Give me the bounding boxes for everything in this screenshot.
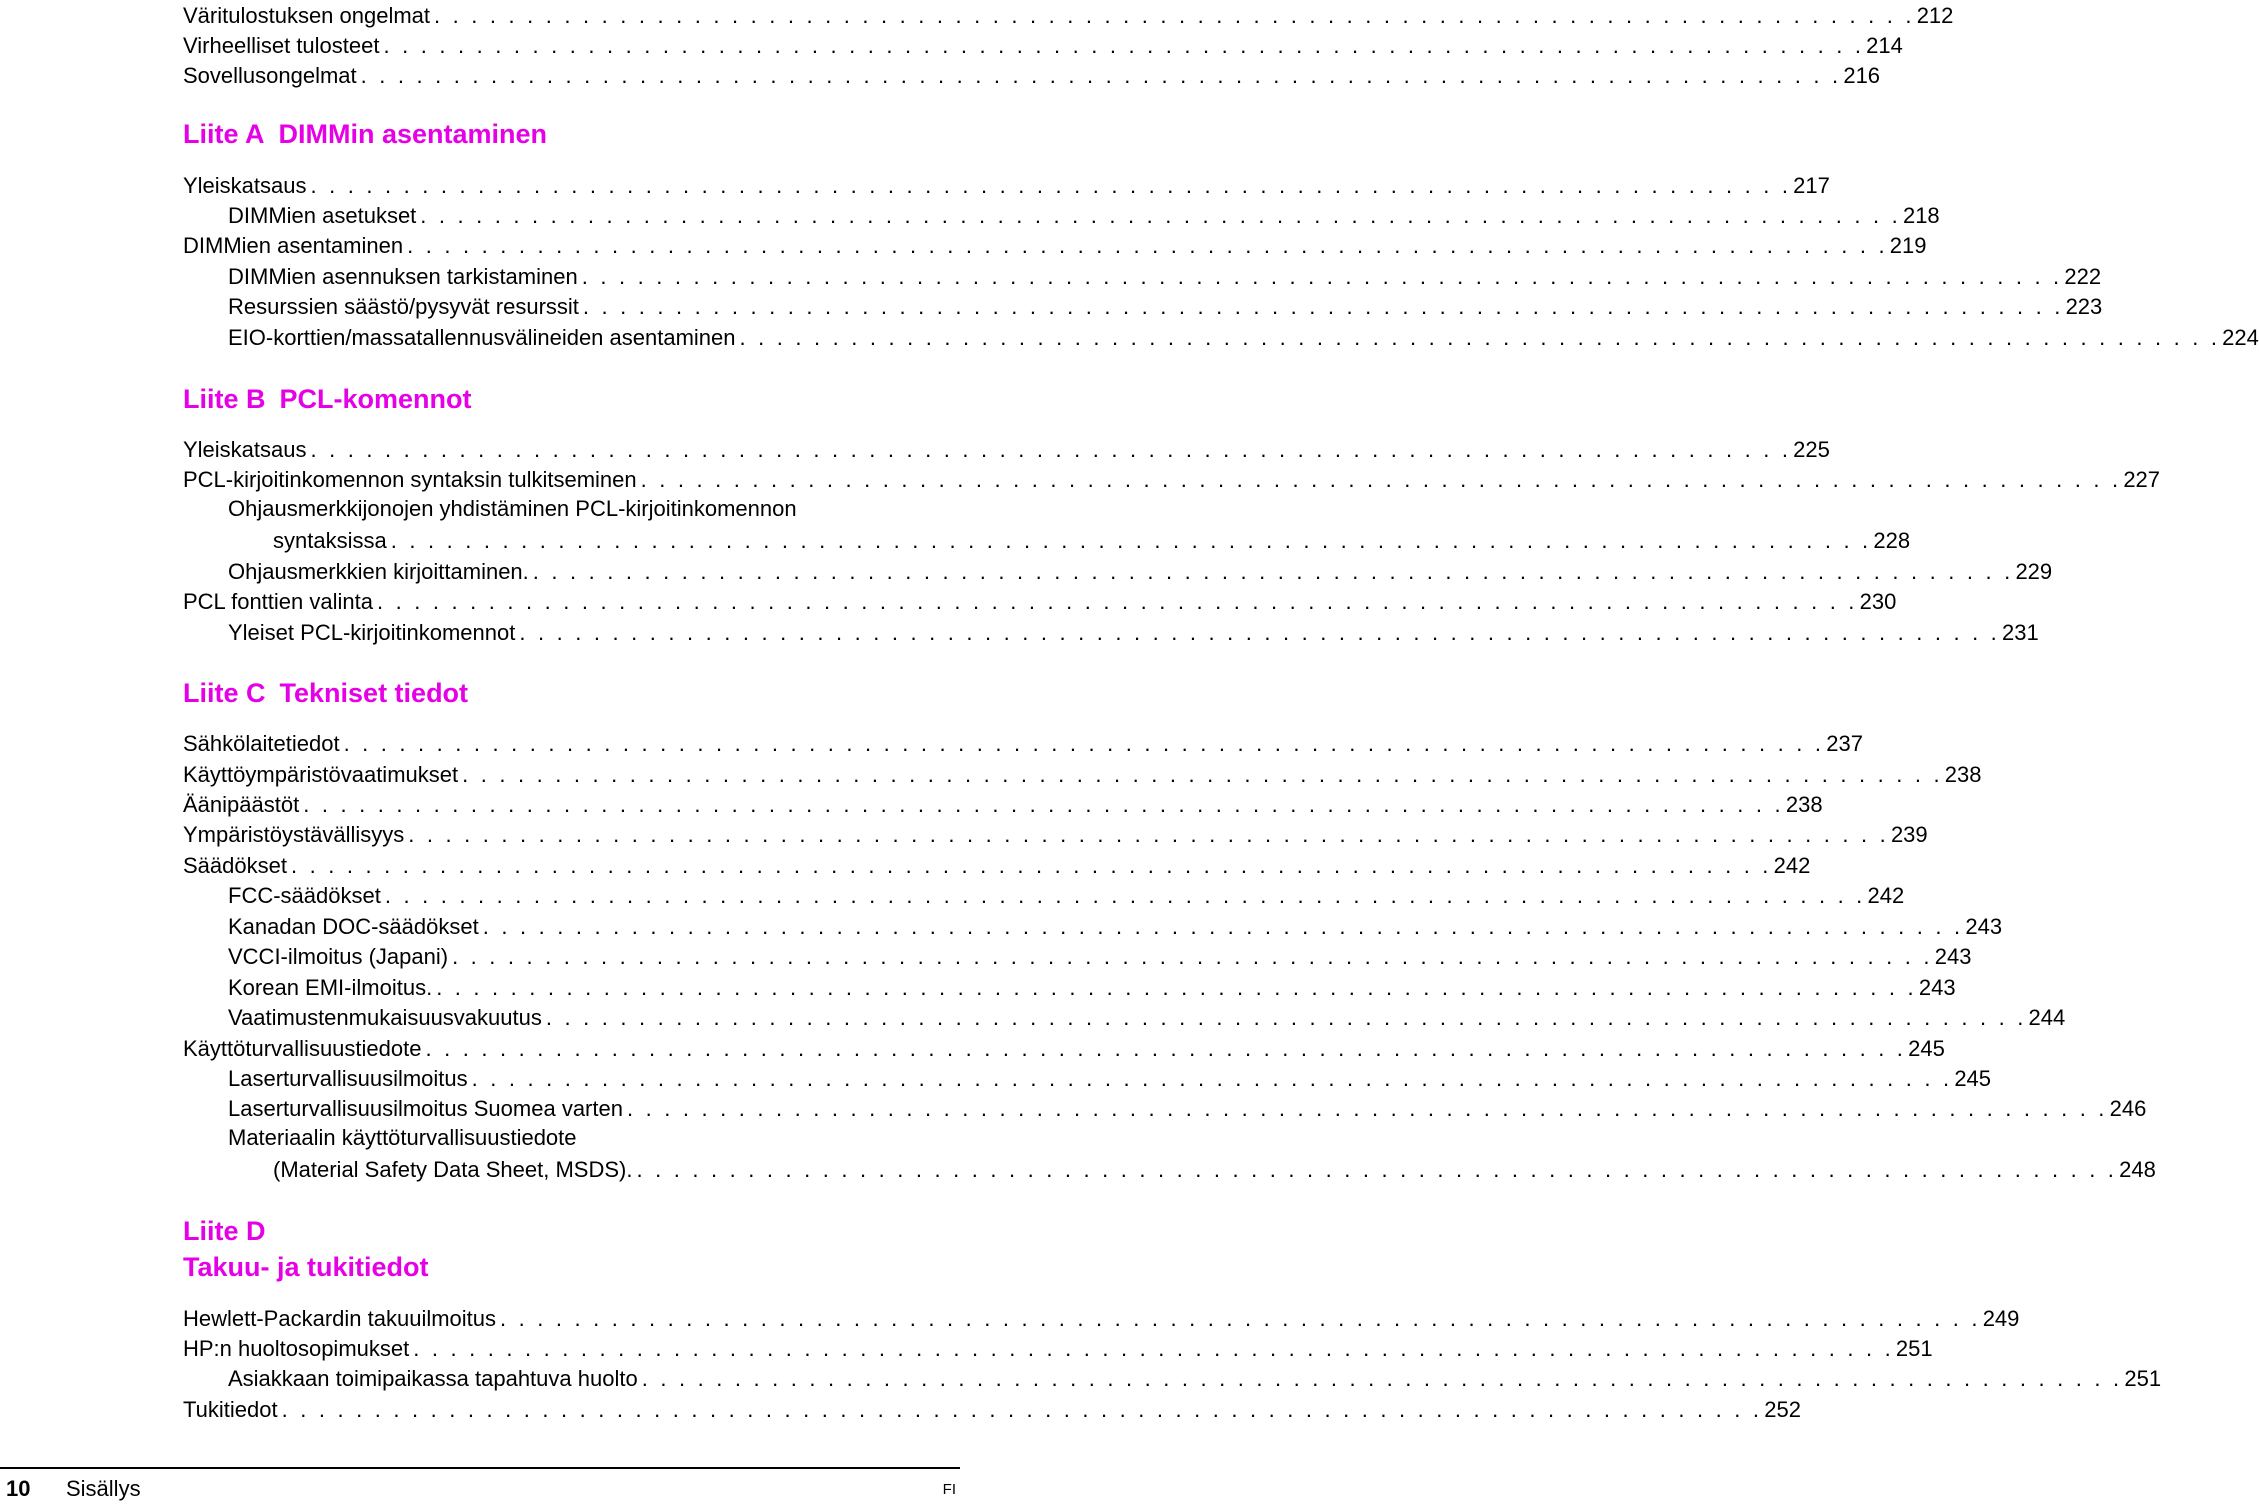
- toc-entry-title: Kanadan DOC-säädökset: [228, 914, 479, 939]
- toc-entry-title: Korean EMI-ilmoitus.: [228, 975, 433, 1000]
- toc-entry[interactable]: [183, 728, 1863, 758]
- toc-entry-page: 238: [1944, 762, 1982, 787]
- toc-entry-page: 217: [1793, 173, 1830, 198]
- leader-dots: . . . . . . . . . . . . . . . . . . . . . . . . . . . . . . . . . . . . . . . . . . . . . . . . . . . . . . . . . . . . . . . . . . . . . . . . . . . . . . . .: [425, 1036, 1907, 1061]
- toc-entry-title: Väritulostuksen ongelmat: [183, 3, 431, 28]
- toc-entry[interactable]: [183, 60, 1881, 90]
- leader-dots: . . . . . . . . . . . . . . . . . . . . . . . . . . . . . . . . . . . . . . . . . . . . . . . . . . . . . . . . . . . . . . . . . . . . . . . . . . . . . . . .: [471, 1066, 1953, 1091]
- appendix-label: Liite A: [183, 119, 265, 149]
- appendix-d-label[interactable]: Liite D: [183, 1216, 266, 1246]
- toc-entry-page: 230: [1859, 589, 1897, 614]
- leader-dots: . . . . . . . . . . . . . . . . . . . . . . . . . . . . . . . . . . . . . . . . . . . . . . . . . . . . . . . . . . . . . . . . . . . . . . . . . . . . . . . .: [376, 589, 1858, 614]
- toc-entry-title: Yleiset PCL-kirjoitinkomennot: [228, 620, 516, 645]
- toc-entry-title: PCL-kirjoitinkomennon syntaksin tulkitseminen: [183, 467, 637, 492]
- leader-dots: . . . . . . . . . . . . . . . . . . . . . . . . . . . . . . . . . . . . . . . . . . . . . . . . . . . . . . . . . . . . . . . . . . . . . . . . . . . . . . . .: [384, 883, 1866, 908]
- toc-entry[interactable]: [228, 880, 1905, 910]
- toc-entry-title: Virheelliset tulosteet: [183, 33, 380, 58]
- leader-dots: . . . . . . . . . . . . . . . . . . . . . . . . . . . . . . . . . . . . . . . . . . . . . . . . . . . . . . . . . . . . . . . . . . . . . . . . . . . . . . . .: [462, 762, 1943, 787]
- leader-dots: . . . . . . . . . . . . . . . . . . . . . . . . . . . . . . . . . . . . . . . . . . . . . . . . . . . . . . . . . . . . . . . . . . . . . . . . . . . . . . . .: [360, 63, 1842, 88]
- toc-entry-page: 227: [2123, 467, 2161, 492]
- toc-entry[interactable]: [183, 1394, 1801, 1424]
- toc-entry[interactable]: [183, 759, 1982, 789]
- toc-entry-page: 248: [2119, 1157, 2156, 1182]
- toc-entry-page: 231: [2002, 620, 2039, 645]
- toc-entry-title: Säädökset: [183, 853, 287, 878]
- toc-entry[interactable]: [183, 170, 1830, 200]
- toc-entry-title-line1[interactable]: Materiaalin käyttöturvallisuustiedote: [228, 1125, 577, 1150]
- toc-entry[interactable]: [273, 525, 1911, 555]
- leader-dots: . . . . . . . . . . . . . . . . . . . . . . . . . . . . . . . . . . . . . . . . . . . . . . . . . . . . . . . . . . . . . . . . . . . . . . . . . . . . . . . .: [420, 203, 1901, 228]
- toc-entry-title: Sähkölaitetiedot: [183, 731, 340, 756]
- leader-dots: . . . . . . . . . . . . . . . . . . . . . . . . . . . . . . . . . . . . . . . . . . . . . . . . . . . . . . . . . . . . . . . . . . . . . . . . . . . . . . . .: [452, 944, 1933, 969]
- toc-entry-page: 243: [1918, 975, 1956, 1000]
- toc-entry-page: 242: [1773, 853, 1811, 878]
- leader-dots: . . . . . . . . . . . . . . . . . . . . . . . . . . . . . . . . . . . . . . . . . . . . . . . . . . . . . . . . . . . . . . . . . . . . . . . . . . . . . . . .: [290, 853, 1772, 878]
- toc-entry-page: 244: [2028, 1005, 2066, 1030]
- appendix-label: Liite B: [183, 384, 266, 414]
- toc-entry-title: DIMMien asetukset: [228, 203, 417, 228]
- leader-dots: . . . . . . . . . . . . . . . . . . . . . . . . . . . . . . . . . . . . . . . . . . . . . . . . . . . . . . . . . . . . . . . . . . . . . . . . . . . . . . . .: [281, 1397, 1763, 1422]
- toc-entry[interactable]: [183, 30, 1903, 60]
- toc-entry[interactable]: [228, 972, 1956, 1002]
- leader-dots: . . . . . . . . . . . . . . . . . . . . . . . . . . . . . . . . . . . . . . . . . . . . . . . . . . . . . . . . . . . . . . . . . . . . . . . . . . . . . . . .: [310, 437, 1792, 462]
- toc-entry[interactable]: [183, 230, 1927, 260]
- leader-dots: . . . . . . . . . . . . . . . . . . . . . . . . . . . . . . . . . . . . . . . . . . . . . . . . . . . . . . . . . . . . . . . . . . . . . . . . . . . . . . . .: [519, 620, 2000, 645]
- toc-entry[interactable]: [183, 464, 2161, 494]
- leader-dots: . . . . . . . . . . . . . . . . . . . . . . . . . . . . . . . . . . . . . . . . . . . . . . . . . . . . . . . . . . . . . . . . . . . . . . . . . . . . . . . .: [482, 914, 1964, 939]
- toc-entry-title: Laserturvallisuusilmoitus: [228, 1066, 468, 1091]
- toc-entry[interactable]: [183, 0, 1954, 30]
- leader-dots: . . . . . . . . . . . . . . . . . . . . . . . . . . . . . . . . . . . . . . . . . . . . . . . . . . . . . . . . . . . . . . . . . . . . . . . . . . . . . . . .: [626, 1096, 2108, 1121]
- toc-entry-page: 252: [1764, 1397, 1801, 1422]
- toc-entry-title: Käyttöympäristövaatimukset: [183, 762, 459, 787]
- toc-entry[interactable]: [228, 556, 2053, 586]
- leader-dots: . . . . . . . . . . . . . . . . . . . . . . . . . . . . . . . . . . . . . . . . . . . . . . . . . . . . . . . . . . . . . . . . . . . . . . . . . . . . . . . .: [532, 559, 2014, 584]
- appendix-a-heading[interactable]: [183, 118, 547, 150]
- toc-entry-page: 228: [1873, 528, 1911, 553]
- toc-entry[interactable]: [183, 434, 1830, 464]
- toc-entry-title: EIO-korttien/massatallennusvälineiden asentaminen: [228, 325, 736, 350]
- toc-entry-title: DIMMien asentaminen: [183, 233, 404, 258]
- leader-dots: . . . . . . . . . . . . . . . . . . . . . . . . . . . . . . . . . . . . . . . . . . . . . . . . . . . . . . . . . . . . . . . . . . . . . . . . . . . . . . . .: [407, 233, 1888, 258]
- toc-entry-title: Laserturvallisuusilmoitus Suomea varten: [228, 1096, 623, 1121]
- toc-entry-page: 246: [2109, 1096, 2147, 1121]
- leader-dots: . . . . . . . . . . . . . . . . . . . . . . . . . . . . . . . . . . . . . . . . . . . . . . . . . . . . . . . . . . . . . . . . . . . . . . . . . . . . . . . .: [641, 1366, 2123, 1391]
- toc-entry-page: 238: [1785, 792, 1823, 817]
- toc-entry[interactable]: [183, 1333, 1933, 1363]
- toc-entry-page: 214: [1866, 33, 1903, 58]
- toc-entry-page: 245: [1908, 1036, 1945, 1061]
- leader-dots: . . . . . . . . . . . . . . . . . . . . . . . . . . . . . . . . . . . . . . . . . . . . . . . . . . . . . . . . . . . . . . . . . . . . . . . . . . . . . . . .: [500, 1306, 1981, 1331]
- leader-dots: . . . . . . . . . . . . . . . . . . . . . . . . . . . . . . . . . . . . . . . . . . . . . . . . . . . . . . . . . . . . . . . . . . . . . . . . . . . . . . . .: [303, 792, 1784, 817]
- appendix-d-title[interactable]: Takuu- ja tukitiedot: [183, 1252, 429, 1282]
- appendix-title: DIMMin asentaminen: [278, 119, 548, 149]
- toc-entry-page: 237: [1826, 731, 1863, 756]
- toc-entry-title: FCC-säädökset: [228, 883, 381, 908]
- toc-entry-title: Äänipäästöt: [183, 792, 300, 817]
- toc-entry-title: Vaatimustenmukaisuusvakuutus: [228, 1005, 542, 1030]
- footer-page-number: 10: [6, 1476, 31, 1501]
- toc-entry-page: 229: [2015, 559, 2053, 584]
- toc-entry-page: 224: [2222, 325, 2259, 350]
- toc-entry-title: PCL fonttien valinta: [183, 589, 373, 614]
- toc-entry-page: 212: [1916, 3, 1954, 28]
- toc-entry-title: Tukitiedot: [183, 1397, 278, 1422]
- leader-dots: . . . . . . . . . . . . . . . . . . . . . . . . . . . . . . . . . . . . . . . . . . . . . . . . . . . . . . . . . . . . . . . . . . . . . . . . . . . . . . . .: [640, 467, 2122, 492]
- footer-rule: [0, 1467, 960, 1469]
- toc-entry[interactable]: [228, 941, 1972, 971]
- toc-entry-page: 225: [1793, 437, 1830, 462]
- toc-entry-page: 239: [1890, 822, 1928, 847]
- toc-entry-page: 222: [2064, 264, 2102, 289]
- toc-entry[interactable]: [183, 789, 1823, 819]
- toc-entry-title: Ohjausmerkkien kirjoittaminen.: [228, 559, 529, 584]
- toc-entry-title: Yleiskatsaus: [183, 173, 307, 198]
- appendix-title: Tekniset tiedot: [279, 678, 469, 708]
- toc-entry[interactable]: [183, 850, 1811, 880]
- leader-dots: . . . . . . . . . . . . . . . . . . . . . . . . . . . . . . . . . . . . . . . . . . . . . . . . . . . . . . . . . . . . . . . . . . . . . . . . . . . . . . . .: [434, 3, 1915, 28]
- toc-entry[interactable]: [228, 1093, 2147, 1123]
- leader-dots: . . . . . . . . . . . . . . . . . . . . . . . . . . . . . . . . . . . . . . . . . . . . . . . . . . . . . . . . . . . . . . . . . . . . . . . . . . . . . . . .: [636, 1157, 2118, 1182]
- footer-language: FI: [942, 1481, 956, 1498]
- toc-entry[interactable]: [183, 819, 1928, 849]
- toc-entry-page: 242: [1867, 883, 1905, 908]
- leader-dots: . . . . . . . . . . . . . . . . . . . . . . . . . . . . . . . . . . . . . . . . . . . . . . . . . . . . . . . . . . . . . . . . . . . . . . . . . . . . . . . .: [413, 1336, 1894, 1361]
- appendix-b-heading[interactable]: [183, 383, 472, 415]
- leader-dots: . . . . . . . . . . . . . . . . . . . . . . . . . . . . . . . . . . . . . . . . . . . . . . . . . . . . . . . . . . . . . . . . . . . . . . . . . . . . . . . .: [343, 731, 1825, 756]
- toc-entry-title: VCCI-ilmoitus (Japani): [228, 944, 449, 969]
- toc-entry[interactable]: [228, 617, 2039, 647]
- toc-entry-title-line1[interactable]: Ohjausmerkkijonojen yhdistäminen PCL-kirjoitinkomennon: [228, 496, 797, 521]
- leader-dots: . . . . . . . . . . . . . . . . . . . . . . . . . . . . . . . . . . . . . . . . . . . . . . . . . . . . . . . . . . . . . . . . . . . . . . . . . . . . . . . .: [408, 822, 1889, 847]
- toc-entry-title: Asiakkaan toimipaikassa tapahtuva huolto: [228, 1366, 638, 1391]
- toc-entry[interactable]: [228, 322, 2259, 352]
- leader-dots: . . . . . . . . . . . . . . . . . . . . . . . . . . . . . . . . . . . . . . . . . . . . . . . . . . . . . . . . . . . . . . . . . . . . . . . . . . . . . . . .: [545, 1005, 2027, 1030]
- toc-entry-page: 249: [1982, 1306, 2020, 1331]
- toc-entry-page: 243: [1965, 914, 2003, 939]
- toc-entry-page: 243: [1934, 944, 1972, 969]
- toc-entry-title-line2: syntaksissa: [273, 528, 387, 553]
- leader-dots: . . . . . . . . . . . . . . . . . . . . . . . . . . . . . . . . . . . . . . . . . . . . . . . . . . . . . . . . . . . . . . . . . . . . . . . . . . . . . . . .: [383, 33, 1865, 58]
- toc-entry-page: 219: [1889, 233, 1927, 258]
- toc-entry[interactable]: [183, 586, 1897, 616]
- toc-entry[interactable]: [228, 1063, 1992, 1093]
- toc-entry-page: 216: [1843, 63, 1881, 88]
- toc-entry[interactable]: [228, 291, 2103, 321]
- toc-entry[interactable]: [228, 1002, 2066, 1032]
- toc-entry-title: Ympäristöystävällisyys: [183, 822, 405, 847]
- leader-dots: . . . . . . . . . . . . . . . . . . . . . . . . . . . . . . . . . . . . . . . . . . . . . . . . . . . . . . . . . . . . . . . . . . . . . . . . . . . . . . . .: [436, 975, 1917, 1000]
- toc-entry[interactable]: [228, 261, 2102, 291]
- toc-entry-title: DIMMien asennuksen tarkistaminen: [228, 264, 578, 289]
- toc-entry[interactable]: [183, 1033, 1945, 1063]
- toc-entry-title-line2: (Material Safety Data Sheet, MSDS).: [273, 1157, 633, 1182]
- leader-dots: . . . . . . . . . . . . . . . . . . . . . . . . . . . . . . . . . . . . . . . . . . . . . . . . . . . . . . . . . . . . . . . . . . . . . . . . . . . . . . . .: [582, 294, 2064, 319]
- toc-entry-page: 223: [2065, 294, 2103, 319]
- toc-entry-title: Resurssien säästö/pysyvät resurssit: [228, 294, 579, 319]
- leader-dots: . . . . . . . . . . . . . . . . . . . . . . . . . . . . . . . . . . . . . . . . . . . . . . . . . . . . . . . . . . . . . . . . . . . . . . . . . . . . . . . .: [390, 528, 1872, 553]
- toc-entry-title: Hewlett-Packardin takuuilmoitus: [183, 1306, 497, 1331]
- toc-entry[interactable]: [273, 1154, 2156, 1184]
- toc-entry-page: 245: [1954, 1066, 1992, 1091]
- leader-dots: . . . . . . . . . . . . . . . . . . . . . . . . . . . . . . . . . . . . . . . . . . . . . . . . . . . . . . . . . . . . . . . . . . . . . . . . . . . . . . . .: [581, 264, 2063, 289]
- toc-entry-page: 218: [1902, 203, 1940, 228]
- toc-entry[interactable]: [228, 1363, 2162, 1393]
- footer-section-title: Sisällys: [66, 1476, 141, 1501]
- toc-entry-title: Sovellusongelmat: [183, 63, 357, 88]
- toc-entry[interactable]: [228, 200, 1940, 230]
- toc-entry-title: Käyttöturvallisuustiedote: [183, 1036, 422, 1061]
- leader-dots: . . . . . . . . . . . . . . . . . . . . . . . . . . . . . . . . . . . . . . . . . . . . . . . . . . . . . . . . . . . . . . . . . . . . . . . . . . . . . . . .: [739, 325, 2221, 350]
- leader-dots: . . . . . . . . . . . . . . . . . . . . . . . . . . . . . . . . . . . . . . . . . . . . . . . . . . . . . . . . . . . . . . . . . . . . . . . . . . . . . . . .: [310, 173, 1792, 198]
- appendix-title: PCL-komennot: [279, 384, 472, 414]
- toc-entry[interactable]: [183, 1303, 2020, 1333]
- appendix-c-heading[interactable]: [183, 677, 468, 709]
- toc-entry-title: HP:n huoltosopimukset: [183, 1336, 410, 1361]
- toc-entry-title: Yleiskatsaus: [183, 437, 307, 462]
- toc-entry[interactable]: [228, 911, 2003, 941]
- toc-entry-page: 251: [1895, 1336, 1933, 1361]
- appendix-label: Liite C: [183, 678, 266, 708]
- toc-entry-page: 251: [2124, 1366, 2162, 1391]
